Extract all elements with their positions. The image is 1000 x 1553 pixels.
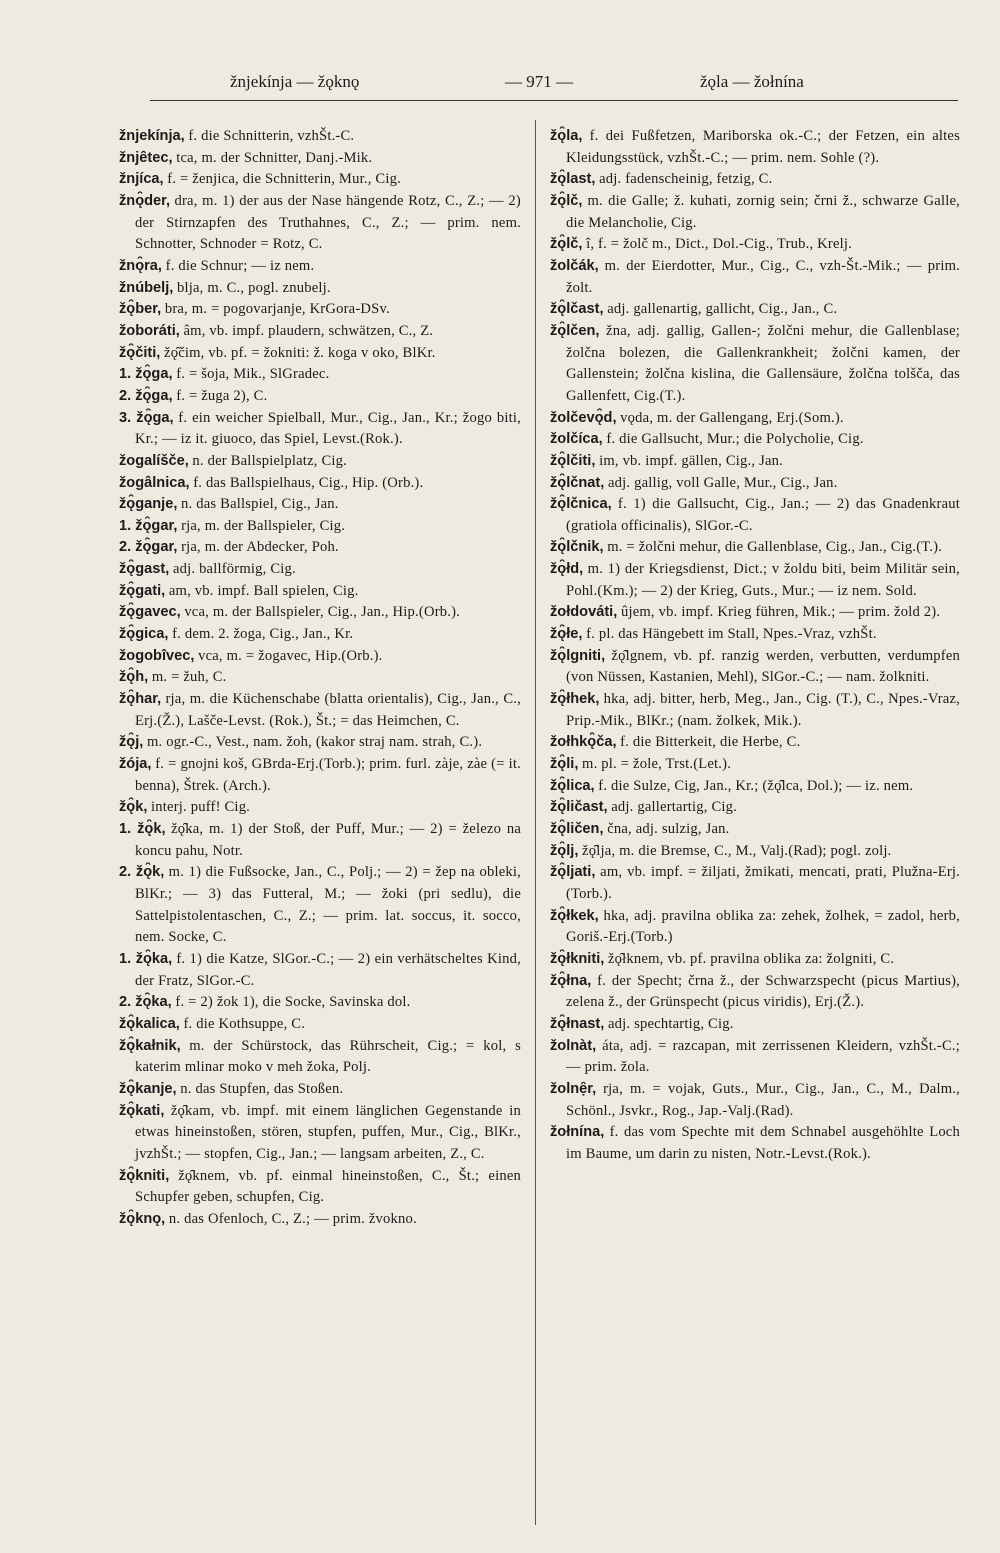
entry-headword: 2. žǫ̑ga, (119, 387, 173, 404)
dictionary-entry (550, 646, 960, 689)
dictionary-entry (119, 1036, 521, 1079)
entry-headword: 1. žǫ̑ka, (119, 950, 173, 967)
dictionary-entry (550, 862, 960, 905)
entry-headword: 2. žǫ̑gar, (119, 539, 178, 556)
dictionary-entry (119, 1166, 521, 1209)
entry-headword: žǫ̑kanje, (119, 1080, 177, 1097)
entry-headword: žǫ̑lč, (550, 192, 583, 209)
column-divider (535, 120, 536, 1525)
entry-definition: f. 1) die Gallsucht, Cig., Jan.; — 2) das Gnadenkraut (gratiola officinalis), SlGor.-C. (566, 496, 960, 534)
dictionary-entry (550, 1079, 960, 1122)
dictionary-entry (550, 602, 960, 624)
entry-headword: žǫ̑łd, (550, 561, 584, 578)
header-rule (150, 100, 958, 101)
dictionary-entry (119, 364, 521, 386)
entry-definition: áta, adj. = razcapan, mit zerrissenen Kleidern, vzhŠt.-C.; — prim. žola. (566, 1037, 960, 1076)
entry-headword: žǫ̑lčnat, (550, 474, 605, 491)
entry-headword: žǫ̑lj, (550, 842, 579, 859)
dictionary-entry (550, 776, 960, 798)
entry-definition: adj. gallertartig, Cig. (611, 799, 738, 816)
entry-headword: žǫ̑ličast, (550, 799, 608, 816)
dictionary-entry (119, 408, 521, 451)
entry-headword: 2. žǫ̑ka, (119, 994, 172, 1011)
entry-headword: žogobîvec, (119, 647, 195, 664)
entry-headword: žǫ̑łnast, (550, 1015, 605, 1032)
entry-headword: žǫ̑gica, (119, 626, 169, 643)
dictionary-entry (119, 602, 521, 624)
entry-definition: m. die Galle; ž. kuhati, zornig sein; črni ž., schwarze Galle, die Melancholie, Cig. (566, 192, 961, 231)
header-right-guide-words: žǫla — žołnína (700, 72, 804, 91)
entry-definition: n. der Ballspielplatz, Cig. (192, 452, 347, 469)
header-left-guide-words: žnjekínja — žǫknǫ (230, 72, 360, 91)
entry-headword: žolčák, (550, 257, 599, 274)
entry-definition: f. dei Fußfetzen, Mariborska ok.-C.; der Fetzen, ein altes Kleidungsstück, vzhŠt.-C.; — prim. nem. Sohle (?). (566, 128, 960, 166)
page-number: — 971 — (505, 72, 573, 91)
dictionary-entry (550, 191, 960, 234)
dictionary-entry (550, 819, 960, 841)
entry-definition: žǫ̑kam, vb. impf. mit einem länglichen Gegenstande in etwas hineinstoßen, stören, stupfen, puffen, Mur., Cig., BlKr., jvzhŠt.; — stopfen, Cig., Jan.; — langsam arbeiten, Z., C. (135, 1102, 521, 1162)
entry-headword: žǫ̑kati, (119, 1102, 165, 1119)
dictionary-entry (119, 559, 521, 581)
entry-definition: hka, adj. bitter, herb, Meg., Jan., Cig. (T.), C., Npes.-Vraz, Prip.-Mik., BlKr.; (nam. žolkek, Mik.). (566, 691, 960, 729)
dictionary-entry (119, 732, 521, 754)
dictionary-entry (550, 841, 960, 863)
entry-definition: f. = 2) žok 1), die Socke, Savinska dol. (175, 994, 411, 1011)
entry-headword: 1. žǫ̑ga, (119, 366, 173, 383)
dictionary-entry (550, 494, 960, 537)
entry-headword: žolnàt, (550, 1037, 597, 1054)
dictionary-entry (119, 992, 521, 1014)
entry-headword: žǫ̑lčnica, (550, 496, 612, 513)
entry-definition: î, f. = žolč m., Dict., Dol.-Cig., Trub., Krelj. (586, 236, 853, 253)
entry-definition: blja, m. C., pogl. znubelj. (176, 279, 331, 296)
dictionary-entry (119, 1101, 521, 1166)
dictionary-entry (550, 1122, 960, 1165)
entry-definition: adj. ballförmig, Cig. (172, 561, 296, 578)
entry-headword: žǫ̑knǫ, (119, 1210, 166, 1227)
entry-headword: žǫ̑lčen, (550, 322, 600, 339)
left-column (119, 126, 521, 1230)
entry-definition: f. = žuga 2), C. (176, 387, 268, 404)
dictionary-entry (119, 1014, 521, 1036)
entry-headword: žǫ̑kalica, (119, 1015, 180, 1032)
entry-headword: žǫ̑la, (550, 128, 583, 144)
entry-definition: f. der Specht; črna ž., der Schwarzspecht (picus Martius), zelena ž., der Grünspecht (picus viridis), Erj.(Ž.). (566, 972, 960, 1011)
entry-headword: žołnína, (550, 1124, 605, 1141)
entry-headword: žǫ̑har, (119, 691, 162, 708)
entry-definition: am, vb. impf. = žiljati, žmikati, mencati, prati, Plužna-Erj.(Torb.). (566, 864, 960, 902)
dictionary-entry (119, 148, 521, 170)
entry-definition: adj. fadenscheinig, fetzig, C. (599, 171, 773, 188)
entry-headword: 1. žǫ̑gar, (119, 517, 178, 534)
entry-definition: m. ogr.-C., Vest., nam. žoh, (kakor straj nam. strah, C.). (146, 734, 483, 751)
entry-headword: žogâlnica, (119, 474, 190, 491)
entry-headword: žǫ̑kniti, (119, 1167, 170, 1184)
entry-headword: žǫ̑li, (550, 756, 579, 773)
entry-headword: žǫ̑łkek, (550, 907, 599, 924)
dictionary-entry (119, 321, 521, 343)
entry-definition: rja, m. der Ballspieler, Cig. (181, 517, 346, 534)
entry-headword: žǫ̑kałnik, (119, 1037, 181, 1054)
entry-headword: žǫ̑gast, (119, 561, 170, 578)
entry-definition: hka, adj. pravilna oblika za: zehek, žolhek, = zadol, herb, Goriš.-Erj.(Torb.) (566, 907, 960, 946)
entry-definition: rja, m. die Küchenschabe (blatta orientalis), Cig., Jan., C., Erj.(Ž.), Lašče-Levst. (Rok.), Št.; = das Heimchen, C. (135, 691, 521, 729)
dictionary-entry (119, 862, 521, 949)
entry-definition: adj. gallenartig, gallicht, Cig., Jan., C. (607, 301, 838, 318)
entry-headword: 1. žǫ̑k, (119, 821, 166, 837)
dictionary-entry (119, 191, 521, 256)
entry-definition: žǫ̑čim, vb. pf. = žokniti: ž. koga v oko, BlKr. (164, 344, 436, 361)
entry-definition: žǫ̑lja, m. die Bremse, C., M., Valj.(Rad); pogl. zolj. (582, 842, 892, 859)
entry-headword: žǫ̑last, (550, 171, 596, 188)
dictionary-entry (550, 1036, 960, 1079)
entry-headword: žǫ̑ljati, (550, 864, 596, 881)
entry-definition: f. die Schnitterin, vzhŠt.-C. (188, 128, 355, 144)
entry-headword: žnǫ̑ra, (119, 257, 162, 274)
entry-definition: vca, m. = žogavec, Hip.(Orb.). (198, 647, 383, 664)
dictionary-entry (119, 451, 521, 473)
entry-definition: žna, adj. gallig, Gallen-; žolčni mehur, die Gallenblase; žolčna bolezen, die Gallenkrankheit; žolčni kamen, der Gallenstein; žolčna kislina, die Gallensäure, žolčna tolšča, das Gallenfett, Cig.(T.). (566, 322, 960, 404)
entry-definition: n. das Stupfen, das Stoßen. (180, 1080, 344, 1097)
entry-definition: čna, adj. sulzig, Jan. (607, 821, 730, 837)
dictionary-entry (550, 754, 960, 776)
dictionary-entry (550, 797, 960, 819)
entry-definition: rja, m. = vojak, Guts., Mur., Cig., Jan., C., M., Dalm., Schönl., Jsvkr., Rog., Jap.-Valj.(Rad). (566, 1080, 960, 1119)
entry-headword: žnǫ̑der, (119, 192, 171, 209)
dictionary-entry (119, 667, 521, 689)
dictionary-entry (550, 126, 960, 169)
entry-definition: f. das vom Spechte mit dem Schnabel ausgehöhlte Loch im Baume, um darin zu nisten, Notr.-Levst.(Rok.). (566, 1124, 960, 1162)
entry-definition: ûjem, vb. impf. Krieg führen, Mik.; — prim. žold 2). (620, 604, 941, 621)
dictionary-entry (119, 1079, 521, 1101)
dictionary-entry (550, 906, 960, 949)
entry-headword: žołhkǫ̑ča, (550, 734, 617, 751)
entry-headword: žǫ̑łkniti, (550, 950, 605, 967)
dictionary-entry (550, 732, 960, 754)
entry-definition: f. ein weicher Spielball, Mur., Cig., Jan., Kr.; žogo biti, Kr.; — iz it. giuoco, das Spiel, Levst.(Rok.). (135, 409, 521, 448)
entry-headword: žołdováti, (550, 604, 618, 621)
right-column (550, 126, 960, 1166)
entry-definition: m. pl. = žole, Trst.(Let.). (582, 756, 732, 773)
entry-definition: interj. puff! Cig. (151, 799, 251, 816)
dictionary-entry (550, 169, 960, 191)
dictionary-entry (550, 256, 960, 299)
dictionary-entry (550, 971, 960, 1014)
entry-definition: žǫ̑lgnem, vb. pf. ranzig werden, verbutten, verdumpfen (von Nüssen, Kastanien, Mehl), SlGor.-C.; — nam. žolkniti. (566, 647, 960, 686)
entry-definition: bra, m. = pogovarjanje, KrGora-DSv. (164, 301, 390, 318)
entry-definition: m. der Eierdotter, Mur., Cig., C., vzh-Št.-Mik.; — prim. žolt. (566, 257, 960, 296)
entry-headword: žnúbelj, (119, 279, 174, 296)
entry-headword: žnjekínja, (119, 128, 185, 144)
entry-definition: žǫ̑łknem, vb. pf. pravilna oblika za: žolgniti, C. (607, 950, 895, 967)
entry-headword: žoboráti, (119, 322, 180, 339)
dictionary-entry (119, 581, 521, 603)
entry-definition: f. dem. 2. žoga, Cig., Jan., Kr. (172, 626, 354, 643)
dictionary-entry (119, 473, 521, 495)
dictionary-entry (119, 343, 521, 365)
dictionary-entry (119, 386, 521, 408)
entry-definition: žǫ̑knem, vb. pf. einmal hineinstoßen, C., Št.; einen Schupfer geben, schupfen, Cig. (135, 1167, 521, 1206)
entry-headword: žǫ̑lč, (550, 236, 583, 253)
entry-headword: žnjêtec, (119, 149, 173, 166)
entry-definition: am, vb. impf. Ball spielen, Cig. (168, 582, 359, 599)
entry-definition: vca, m. der Ballspieler, Cig., Jan., Hip.(Orb.). (184, 604, 461, 621)
entry-headword: žǫ̑lgniti, (550, 647, 606, 664)
dictionary-entry (119, 126, 521, 148)
entry-definition: f. das Ballspielhaus, Cig., Hip. (Orb.). (193, 474, 424, 491)
dictionary-entry (119, 646, 521, 668)
dictionary-entry (550, 1014, 960, 1036)
entry-headword: žnjíca, (119, 171, 164, 188)
entry-headword: žója, (119, 756, 152, 773)
entry-headword: žǫ̑łe, (550, 626, 583, 643)
entry-definition: m. 1) der Kriegsdienst, Dict.; v žoldu biti, beim Militär sein, Pohl.(Km.); — 2) der Krieg, Guts., Mur.; — iz nem. Sold. (566, 561, 960, 599)
dictionary-entry (119, 819, 521, 862)
entry-headword: žolnẹ̑r, (550, 1080, 597, 1097)
entry-headword: žǫ̑ganje, (119, 496, 178, 513)
entry-definition: f. die Schnur; — iz nem. (165, 257, 315, 274)
dictionary-entry (119, 1209, 521, 1231)
entry-headword: žǫ̑j, (119, 734, 144, 751)
dictionary-entry (119, 516, 521, 538)
dictionary-entry (119, 278, 521, 300)
dictionary-entry (550, 321, 960, 408)
entry-definition: n. das Ofenloch, C., Z.; — prim. žvokno. (168, 1210, 417, 1227)
entry-headword: žǫ̑k, (119, 799, 148, 816)
dictionary-entry (119, 537, 521, 559)
entry-definition: m. 1) die Fußsocke, Jan., C., Polj.; — 2) = žep na obleki, BlKr.; — 3) das Futteral, M.; — žoki (pri sedlu), die Sattelpistolentaschen, C., Z.; — prim. lat. soccus, it. socco, nem. Socke, C. (135, 864, 521, 946)
entry-headword: 3. žǫ̑ga, (119, 409, 174, 426)
entry-definition: dra, m. 1) der aus der Nase hängende Rotz, C., Z.; — 2) der Stirnzapfen des Truthahnes, C., Z.; — prim. nem. Schnotter, Schnoder = Rotz, C. (135, 192, 521, 253)
dictionary-entry (119, 797, 521, 819)
dictionary-entry (550, 429, 960, 451)
entry-definition: adj. gallig, voll Galle, Mur., Cig., Jan. (607, 474, 838, 491)
entry-definition: f. = gnojni koš, GBrda-Erj.(Torb.); prim. furl. zàje, zàe (= it. benna), Štrek. (Arch.). (135, 756, 522, 794)
dictionary-entry (550, 624, 960, 646)
entry-definition: m. = žuh, C. (151, 669, 227, 686)
dictionary-entry (119, 624, 521, 646)
dictionary-entry (550, 559, 960, 602)
dictionary-entry (119, 494, 521, 516)
entry-definition: vǫda, m. der Gallengang, Erj.(Som.). (620, 409, 844, 426)
dictionary-entry (550, 473, 960, 495)
entry-definition: adj. spechtartig, Cig. (607, 1015, 734, 1032)
entry-definition: f. die Sulze, Cig, Jan., Kr.; (žǫ̑lca, Dol.); — iz. nem. (598, 777, 914, 794)
entry-definition: âm, vb. impf. plaudern, schwätzen, C., Z. (183, 322, 434, 339)
dictionary-entry (119, 689, 521, 732)
entry-definition: f. 1) die Katze, SlGor.-C.; — 2) ein verhätscheltes Kind, der Fratz, SlGor.-C. (135, 950, 521, 989)
entry-definition: rja, m. der Abdecker, Poh. (181, 539, 339, 556)
dictionary-entry (550, 451, 960, 473)
entry-headword: žǫ̑łhek, (550, 691, 600, 708)
dictionary-entry (550, 949, 960, 971)
entry-headword: žolčevǫ̑d, (550, 409, 617, 426)
entry-headword: žǫ̑lčnik, (550, 539, 604, 556)
entry-headword: žǫ̑lica, (550, 777, 595, 794)
dictionary-entry (119, 169, 521, 191)
entry-definition: f. = šoja, Mik., SlGradec. (176, 366, 330, 383)
dictionary-entry (550, 537, 960, 559)
entry-headword: žǫ̑ličen, (550, 821, 604, 837)
entry-headword: žǫ̑čiti, (119, 344, 161, 361)
entry-headword: žǫ̑gati, (119, 582, 166, 599)
dictionary-entry (550, 234, 960, 256)
entry-definition: tca, m. der Schnitter, Danj.-Mik. (176, 149, 373, 166)
entry-definition: žǫ̑ka, m. 1) der Stoß, der Puff, Mur.; — 2) = železo na koncu pahu, Notr. (135, 821, 521, 859)
dictionary-entry (119, 949, 521, 992)
entry-headword: žǫ̑lčiti, (550, 452, 596, 469)
entry-headword: 2. žǫ̑k, (119, 864, 165, 881)
entry-definition: f. = ženjica, die Schnitterin, Mur., Cig. (167, 171, 401, 188)
entry-definition: f. die Kothsuppe, C. (183, 1015, 306, 1032)
entry-definition: f. die Gallsucht, Mur.; die Polycholie, Cig. (606, 431, 864, 448)
entry-definition: im, vb. impf. gällen, Cig., Jan. (599, 452, 784, 469)
entry-headword: žǫ̑lčast, (550, 301, 604, 318)
entry-definition: m. der Schürstock, das Rührscheit, Cig.; = kol, s katerim mlinar moko v meh žoka, Polj. (135, 1037, 521, 1076)
entry-headword: žogalíšče, (119, 452, 189, 469)
dictionary-entry (119, 754, 521, 797)
entry-headword: žolčíca, (550, 431, 603, 448)
dictionary-entry (550, 689, 960, 732)
entry-definition: m. = žolčni mehur, die Gallenblase, Cig., Jan., Cig.(T.). (607, 539, 943, 556)
entry-headword: žǫ̑ber, (119, 301, 162, 318)
page-header (40, 66, 958, 102)
entry-definition: n. das Ballspiel, Cig., Jan. (181, 496, 339, 513)
dictionary-entry (550, 408, 960, 430)
entry-definition: f. die Bitterkeit, die Herbe, C. (620, 734, 801, 751)
entry-headword: žǫ̑łna, (550, 972, 592, 989)
entry-definition: f. pl. das Hängebett im Stall, Npes.-Vraz, vzhŠt. (586, 626, 877, 643)
dictionary-entry (119, 299, 521, 321)
entry-headword: žǫ̑gavec, (119, 604, 181, 621)
dictionary-entry (550, 299, 960, 321)
entry-headword: žǫ̑h, (119, 669, 149, 686)
dictionary-entry (119, 256, 521, 278)
